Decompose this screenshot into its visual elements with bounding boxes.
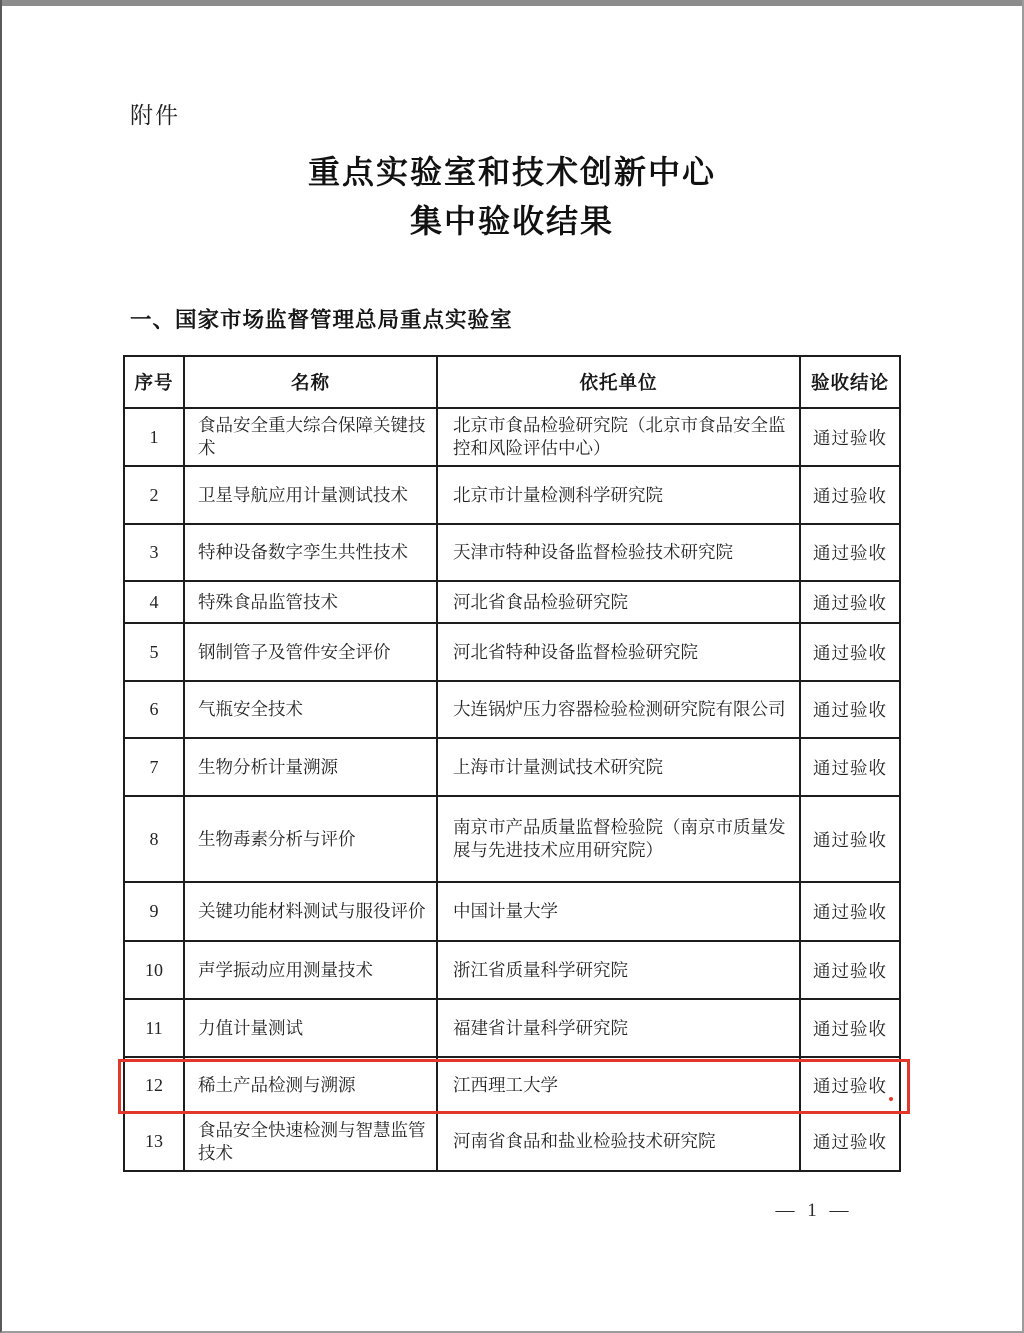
cell-result: 通过验收 — [800, 941, 900, 999]
table-row — [124, 1113, 900, 1171]
cell-org: 福建省计量科学研究院 — [437, 999, 800, 1057]
cell-name: 食品安全快速检测与智慧监管技术 — [184, 1113, 437, 1171]
cell-no: 2 — [124, 466, 184, 524]
cell-no: 10 — [124, 941, 184, 999]
cell-name: 卫星导航应用计量测试技术 — [184, 466, 437, 524]
cell-result: 通过验收 — [800, 1113, 900, 1171]
cell-no: 9 — [124, 882, 184, 941]
cell-result: 通过验收 — [800, 999, 900, 1057]
cell-no: 8 — [124, 796, 184, 882]
table-header-row — [124, 356, 900, 408]
cell-no: 1 — [124, 408, 184, 466]
cell-result: 通过验收 — [800, 882, 900, 941]
cell-name: 力值计量测试 — [184, 999, 437, 1057]
cell-org: 北京市食品检验研究院（北京市食品安全监控和风险评估中心） — [437, 408, 800, 466]
lab-table-body — [124, 408, 900, 1171]
cell-name: 气瓶安全技术 — [184, 681, 437, 738]
cell-result: 通过验收 — [800, 681, 900, 738]
table-row — [124, 681, 900, 738]
cell-result: 通过验收 — [800, 738, 900, 796]
table-row — [124, 581, 900, 623]
cell-no: 7 — [124, 738, 184, 796]
cell-result: 通过验收 — [800, 524, 900, 581]
cell-no: 12 — [124, 1057, 184, 1113]
document-title-line2: 集中验收结果 — [409, 203, 614, 239]
col-header-name: 名称 — [184, 356, 437, 408]
cell-result: 通过验收 — [800, 408, 900, 466]
cell-name: 声学振动应用测量技术 — [184, 941, 437, 999]
cell-name: 特殊食品监管技术 — [184, 581, 437, 623]
cell-no: 6 — [124, 681, 184, 738]
table-row — [124, 941, 900, 999]
table-row — [124, 999, 900, 1057]
cell-org: 南京市产品质量监督检验院（南京市质量发展与先进技术应用研究院） — [437, 796, 800, 882]
cell-name: 生物毒素分析与评价 — [184, 796, 437, 882]
table-row — [124, 623, 900, 681]
table-row — [124, 796, 900, 882]
cell-org: 天津市特种设备监督检验技术研究院 — [437, 524, 800, 581]
cell-result: 通过验收 — [800, 796, 900, 882]
table-row — [124, 882, 900, 941]
cell-no: 3 — [124, 524, 184, 581]
cell-org: 中国计量大学 — [437, 882, 800, 941]
attachment-label: 附件 — [130, 103, 180, 128]
cell-no: 4 — [124, 581, 184, 623]
table-row — [124, 738, 900, 796]
cell-no: 13 — [124, 1113, 184, 1171]
cell-org: 河北省特种设备监督检验研究院 — [437, 623, 800, 681]
cell-org: 河北省食品检验研究院 — [437, 581, 800, 623]
cell-org: 浙江省质量科学研究院 — [437, 941, 800, 999]
col-header-org: 依托单位 — [437, 356, 800, 408]
cell-org: 上海市计量测试技术研究院 — [437, 738, 800, 796]
section-heading: 一、国家市场监督管理总局重点实验室 — [130, 308, 513, 332]
lab-table — [123, 355, 901, 1172]
cell-org: 江西理工大学 — [437, 1057, 800, 1113]
cell-result: 通过验收 — [800, 466, 900, 524]
col-header-no: 序号 — [124, 356, 184, 408]
cell-name: 关键功能材料测试与服役评价 — [184, 882, 437, 941]
cell-result: 通过验收 — [800, 623, 900, 681]
document-title — [2, 148, 1022, 246]
table-row — [124, 1057, 900, 1113]
cell-name: 食品安全重大综合保障关键技术 — [184, 408, 437, 466]
table-row — [124, 408, 900, 466]
cell-result: 通过验收 — [800, 581, 900, 623]
page-top-edge — [2, 0, 1022, 6]
cell-no: 11 — [124, 999, 184, 1057]
page-number: — 1 — — [775, 1200, 853, 1221]
document-title-line1: 重点实验室和技术创新中心 — [307, 154, 716, 190]
cell-name: 稀土产品检测与溯源 — [184, 1057, 437, 1113]
cell-org: 大连锅炉压力容器检验检测研究院有限公司 — [437, 681, 800, 738]
col-header-result: 验收结论 — [800, 356, 900, 408]
cell-name: 钢制管子及管件安全评价 — [184, 623, 437, 681]
cell-no: 5 — [124, 623, 184, 681]
table-row — [124, 524, 900, 581]
cell-name: 生物分析计量溯源 — [184, 738, 437, 796]
cell-org: 河南省食品和盐业检验技术研究院 — [437, 1113, 800, 1171]
cell-result: 通过验收 — [800, 1057, 900, 1113]
cell-name: 特种设备数字孪生共性技术 — [184, 524, 437, 581]
cell-org: 北京市计量检测科学研究院 — [437, 466, 800, 524]
table-row — [124, 466, 900, 524]
